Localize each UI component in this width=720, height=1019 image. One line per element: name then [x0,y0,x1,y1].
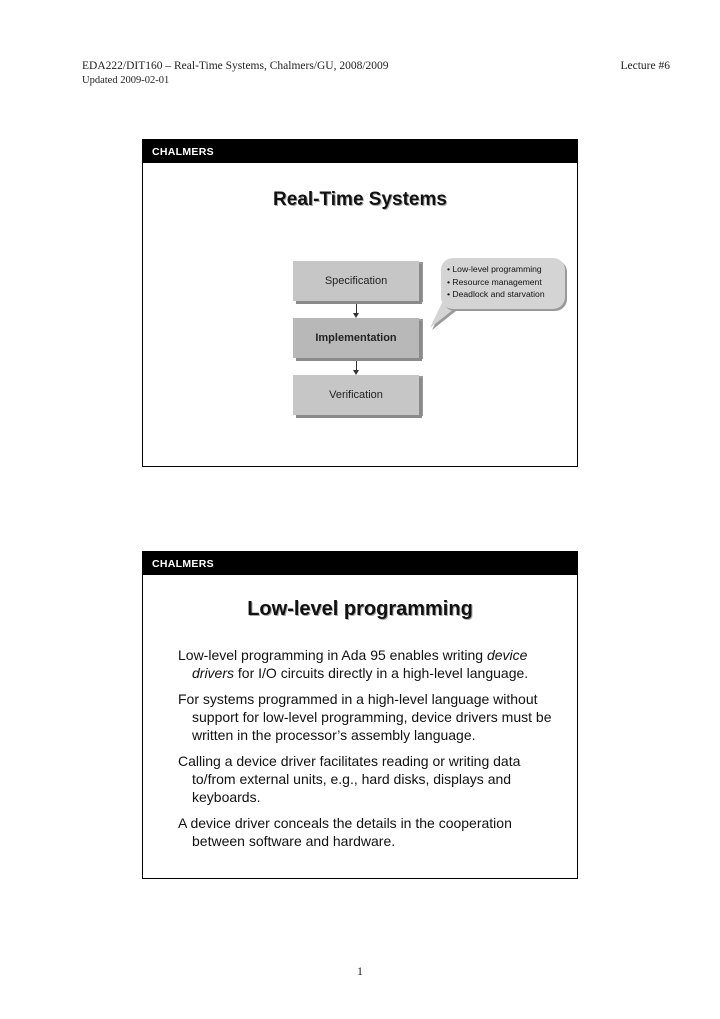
slide-low-level-programming [142,551,578,879]
paragraph: Calling a device driver facilitates reading or writing data to/from external units, e.g., hard disks, displays and keyboards. [178,753,521,805]
bubble-item: • Low-level programming [447,264,542,274]
slide-title: Low-level programming [247,598,473,620]
page-number: 1 [357,964,363,978]
paragraph-text: for I/O circuits directly in a high-level language. [234,665,529,681]
bubble-item: • Resource management [447,276,542,287]
paragraph [178,646,558,682]
callout-bubble [441,258,565,309]
implementation-box: Implementation [293,318,419,358]
slide-real-time-systems [142,139,578,467]
slide-title: Real-Time Systems [273,189,447,210]
lecture-number: Lecture #6 [620,60,670,72]
italic-term: drivers [192,665,235,681]
updated-date: Updated 2009-02-01 [82,75,170,86]
arrow-down-icon [356,361,357,373]
slide-brand-bar: CHALMERS [143,140,577,163]
italic-term: device [486,647,528,663]
arrow-down-icon [356,304,357,316]
paragraph-text: Low-level programming in Ada 95 enables writing [178,647,487,663]
slide-body [178,646,558,858]
paragraph: For systems programmed in a high-level language without support for low-level programming, device drivers must be written in the processor’s assembly language. [178,691,552,743]
course-header: EDA222/DIT160 – Real-Time Systems, Chalmers/GU, 2008/2009 [82,60,389,72]
verification-box: Verification [293,375,419,415]
bubble-item: • Deadlock and starvation [447,289,545,299]
paragraph: A device driver conceals the details in the cooperation between software and hardware. [178,815,512,849]
specification-box: Specification [293,261,419,301]
slide-brand-bar: CHALMERS [143,552,577,575]
